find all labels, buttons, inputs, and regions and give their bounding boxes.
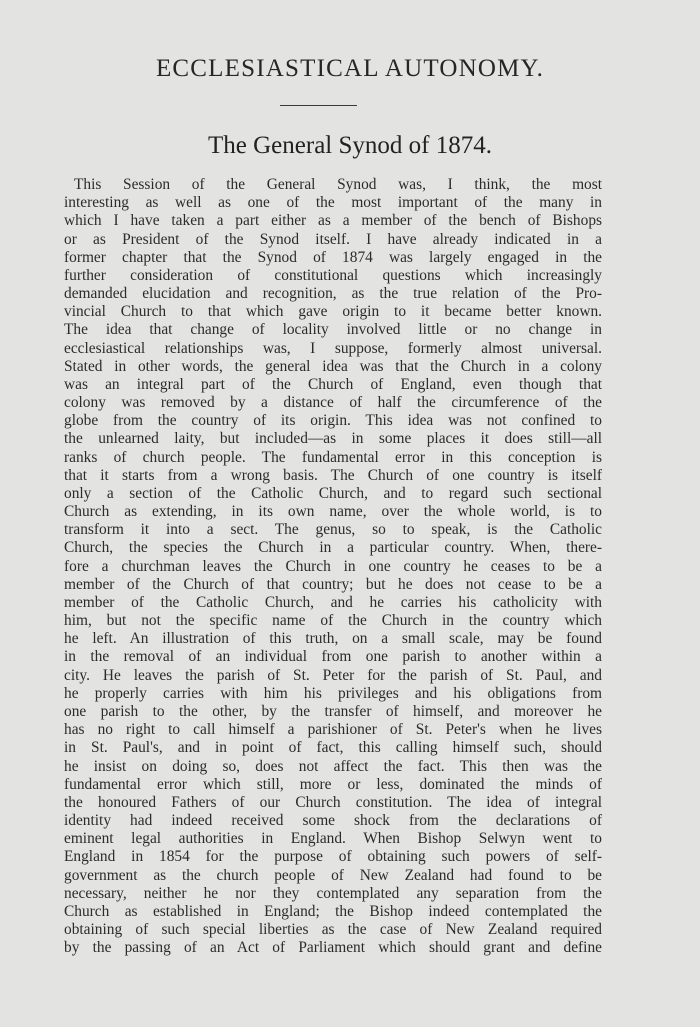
text-line: globe from the country of its origin. This idea was not confined to [64, 412, 602, 430]
text-line: by the passing of an Act of Parliament which should grant and define [64, 939, 602, 957]
section-subheading: The General Synod of 1874. [208, 132, 492, 159]
text-line: he insist on doing so, does not affect the fact. This then was the [64, 757, 602, 775]
text-line: identity had indeed received some shock from the declarations of [64, 812, 602, 830]
text-line: ranks of church people. The fundamental error in this conception is [64, 448, 602, 466]
text-line: that it starts from a wrong basis. The Church of one country is itself [64, 466, 602, 484]
text-line: he left. An illustration of this truth, on a small scale, may be found [64, 630, 602, 648]
text-line: in the removal of an individual from one parish to another within a [64, 648, 602, 666]
text-line: Church as established in England; the Bishop indeed contemplated the [64, 902, 602, 920]
text-line: him, but not the specific name of the Church in the country which [64, 612, 602, 630]
text-line: member of the Church of that country; but he does not cease to be a [64, 575, 602, 593]
text-line: demanded elucidation and recognition, as the true relation of the Pro- [64, 285, 602, 303]
text-line: transform it into a sect. The genus, so to speak, is the Catholic [64, 521, 602, 539]
heading-divider [280, 105, 357, 106]
text-line: Church, the species the Church in a particular country. When, there- [64, 539, 602, 557]
text-line: city. He leaves the parish of St. Peter for the parish of St. Paul, and [64, 666, 602, 684]
chapter-heading: ECCLESIASTICAL AUTONOMY. [155, 55, 545, 82]
text-line: member of the Catholic Church, and he carries his catholicity with [64, 593, 602, 611]
text-line: the unlearned laity, but included—as in some places it does still—all [64, 430, 602, 448]
text-line: he properly carries with him his privileges and his obligations from [64, 684, 602, 702]
text-line: or as President of the Synod itself. I have already indicated in a [64, 230, 602, 248]
text-line: was an integral part of the Church of England, even though that [64, 375, 602, 393]
text-line: further consideration of constitutional questions which increasingly [64, 266, 602, 284]
text-line: the honoured Fathers of our Church constitution. The idea of integral [64, 793, 602, 811]
text-line: fundamental error which still, more or less, dominated the minds of [64, 775, 602, 793]
text-line: has no right to call himself a parishioner of St. Peter's when he lives [64, 721, 602, 739]
text-line: interesting as well as one of the most important of the many in [64, 194, 602, 212]
text-line: necessary, neither he nor they contemplated any separation from the [64, 884, 602, 902]
text-line: This Session of the General Synod was, I think, the most [74, 176, 602, 193]
text-line: colony was removed by a distance of half the circumference of the [64, 394, 602, 412]
text-line: Church as extending, in its own name, over the whole world, is to [64, 503, 602, 521]
text-line: in St. Paul's, and in point of fact, this calling himself such, should [64, 739, 602, 757]
text-line: eminent legal authorities in England. When Bishop Selwyn went to [64, 830, 602, 848]
text-line: obtaining of such special liberties as the case of New Zealand required [64, 921, 602, 939]
text-line: England in 1854 for the purpose of obtaining such powers of self- [64, 848, 602, 866]
body-paragraph [64, 176, 602, 957]
text-line: fore a churchman leaves the Church in one country he ceases to be a [64, 557, 602, 575]
text-line: former chapter that the Synod of 1874 was largely engaged in the [64, 248, 602, 266]
text-line: one parish to the other, by the transfer of himself, and moreover he [64, 702, 602, 720]
text-line: which I have taken a part either as a member of the bench of Bishops [64, 212, 602, 230]
text-line: only a section of the Catholic Church, and to regard such sectional [64, 484, 602, 502]
text-line: Stated in other words, the general idea was that the Church in a colony [64, 357, 602, 375]
text-line: ecclesiastical relationships was, I suppose, formerly almost universal. [64, 339, 602, 357]
text-line: government as the church people of New Zealand had found to be [64, 866, 602, 884]
text-line: vincial Church to that which gave origin to it became better known. [64, 303, 602, 321]
text-line: The idea that change of locality involved little or no change in [64, 321, 602, 339]
